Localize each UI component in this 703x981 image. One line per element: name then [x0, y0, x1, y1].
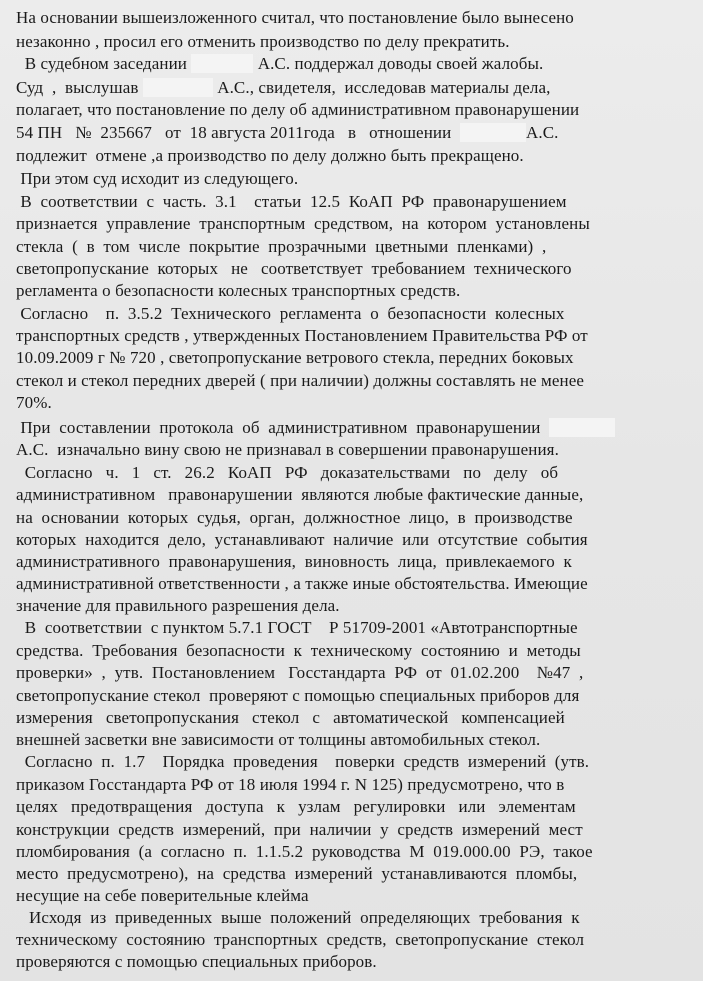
text-line: признается управление транспортным средством, на котором установлены: [16, 214, 590, 233]
text-line: регламента о безопасности колесных транспортных средств.: [16, 281, 461, 300]
text-line: техническому состоянию транспортных средств, светопропускание стекол: [16, 930, 585, 949]
text-line: стекол и стекол передних дверей ( при наличии) должны составлять не менее: [16, 371, 585, 390]
text-segment: Суд , выслушав: [16, 78, 143, 97]
text-line: которых находится дело, устанавливают наличие или отсутствие события: [16, 530, 588, 549]
text-line: место предусмотрено), на средства измерений устанавливаются пломбы,: [16, 864, 578, 883]
text-line: административной ответственности , а также иные обстоятельства. Имеющие: [16, 574, 588, 593]
text-line: светопропускание стекол проверяют с помощью специальных приборов для: [16, 686, 580, 705]
text-line: административного правонарушения, виновность лица, привлекаемого к: [16, 552, 572, 571]
text-line: При этом суд исходит из следующего.: [16, 169, 299, 188]
text-line: полагает, что постановление по делу об административном правонарушении: [16, 100, 580, 119]
text-line: проверки» , утв. Постановлением Госстандарта РФ от 01.02.200 №47 ,: [16, 663, 584, 682]
redaction: [191, 54, 253, 73]
text-line: приказом Госстандарта РФ от 18 июля 1994 г. N 125) предусмотрено, что в: [16, 775, 565, 794]
redaction: [549, 418, 615, 437]
redaction: [143, 78, 213, 97]
text-line: Согласно ч. 1 ст. 26.2 КоАП РФ доказательствами по делу об: [16, 463, 559, 482]
text-line: 70%.: [16, 393, 52, 412]
text-line: подлежит отмене ,а производство по делу должно быть прекращено.: [16, 146, 524, 165]
text-segment: А.С.: [525, 123, 559, 142]
text-line: В соответствии с пунктом 5.7.1 ГОСТ Р 51709-2001 «Автотранспортные: [16, 618, 578, 637]
text-line: 10.09.2009 г № 720 , светопропускание ветрового стекла, передних боковых: [16, 348, 574, 367]
text-line: административном правонарушении являются любые фактические данные,: [16, 485, 584, 504]
text-line: значение для правильного разрешения дела.: [16, 596, 340, 615]
text-line: целях предотвращения доступа к узлам регулировки или элементам: [16, 797, 576, 816]
text-line: Согласно п. 3.5.2 Технического регламента о безопасности колесных: [16, 304, 565, 323]
text-segment: При составлении протокола об административном правонарушении: [16, 418, 550, 437]
text-line: светопропускание которых не соответствует требованием технического: [16, 259, 572, 278]
text-line: внешней засветки вне зависимости от толщины автомобильных стекол.: [16, 730, 541, 749]
text-line: пломбирования (а согласно п. 1.1.5.2 руководства М 019.000.00 РЭ, такое: [16, 842, 593, 861]
text-line: Согласно п. 1.7 Порядка проведения поверки средств измерений (утв.: [16, 752, 590, 771]
text-line: А.С. изначально вину свою не признавал в совершении правонарушения.: [16, 440, 559, 459]
text-line: конструкции средств измерений, при наличии у средств измерений мест: [16, 820, 583, 839]
text-segment: 54 ПН № 235667 от 18 августа 2011года в отношении: [16, 123, 460, 142]
text-line: незаконно , просил его отменить производство по делу прекратить.: [16, 32, 510, 51]
text-line: В соответствии с часть. 3.1 статьи 12.5 КоАП РФ правонарушением: [16, 192, 567, 211]
text-line: средства. Требования безопасности к техническому состоянию и методы: [16, 641, 581, 660]
text-line: Исходя из приведенных выше положений определяющих требования к: [16, 908, 580, 927]
redaction: [460, 123, 526, 142]
text-line: [16, 78, 551, 98]
text-line: [16, 123, 559, 143]
text-segment: А.С. поддержал доводы своей жалобы.: [253, 54, 544, 73]
text-line: измерения светопропускания стекол с автоматической компенсацией: [16, 708, 565, 727]
text-line: проверяются с помощью специальных приборов.: [16, 952, 377, 971]
text-segment: В судебном заседании: [16, 54, 192, 73]
text-line: На основании вышеизложенного считал, что постановление было вынесено: [16, 8, 574, 27]
text-line: [16, 54, 543, 74]
text-line: стекла ( в том числе покрытие прозрачными цветными пленками) ,: [16, 237, 547, 256]
text-line: [16, 418, 615, 438]
text-line: на основании которых судья, орган, должностное лицо, в производстве: [16, 508, 573, 527]
text-segment: А.С., свидетеля, исследовав материалы дела,: [212, 78, 551, 97]
text-line: несущие на себе поверительные клейма: [16, 886, 309, 905]
text-line: транспортных средств , утвержденных Постановлением Правительства РФ от: [16, 326, 588, 345]
